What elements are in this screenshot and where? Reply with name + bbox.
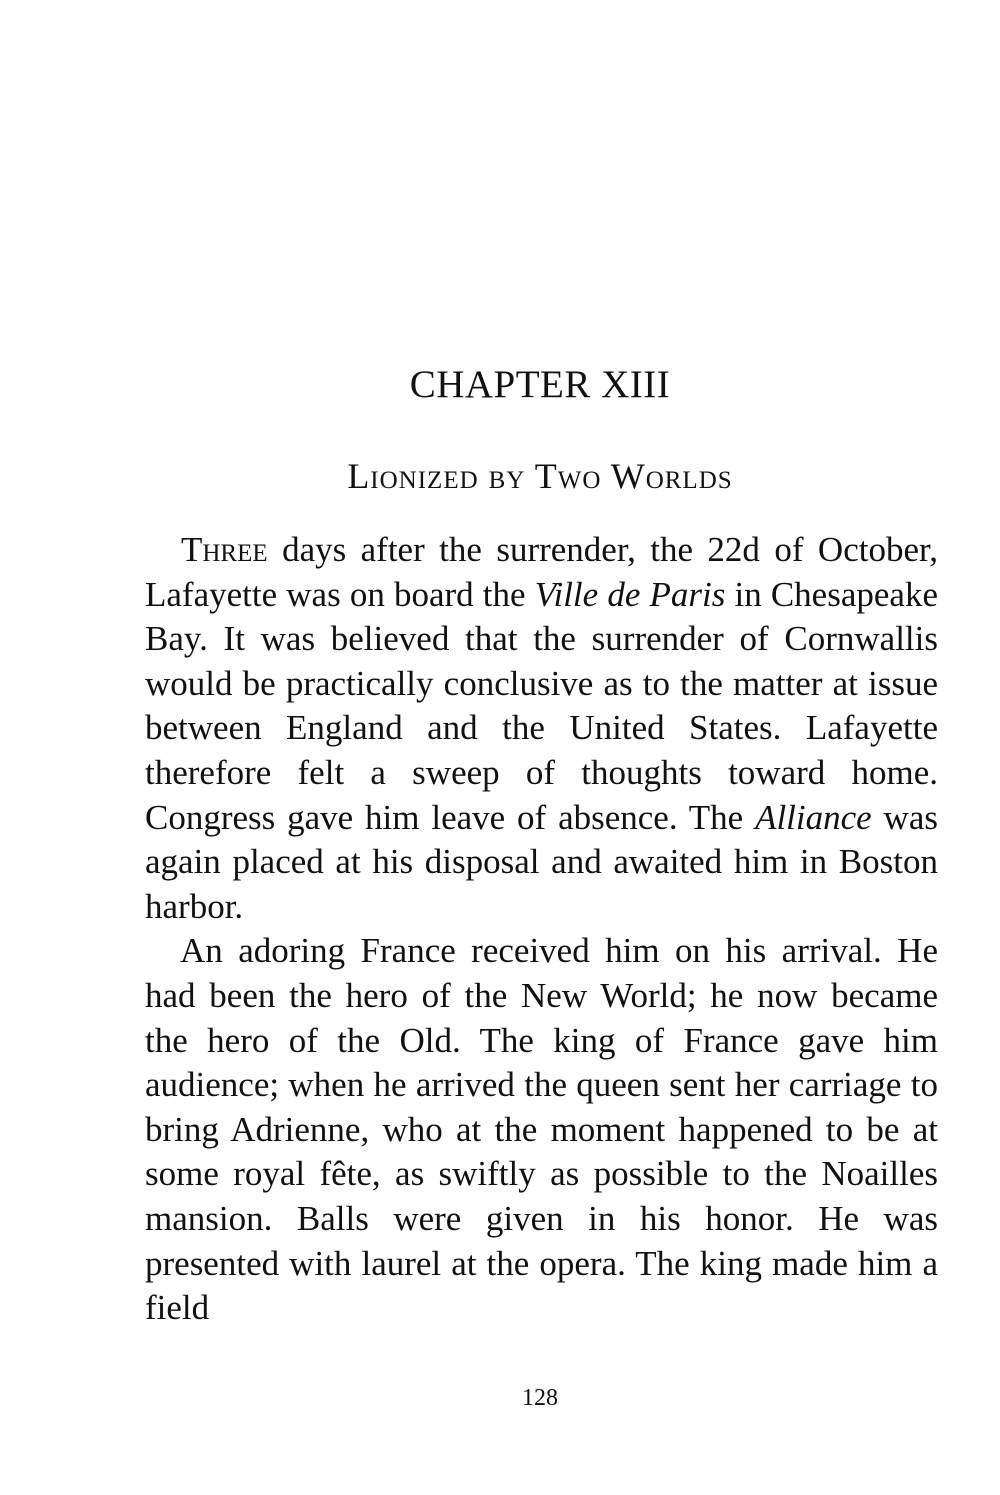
- chapter-body: [145, 528, 938, 1331]
- ship-name-alliance: Alliance: [755, 797, 872, 837]
- chapter-heading: CHAPTER XIII: [409, 363, 671, 406]
- paragraph-2: An adoring France received him on his arrival. He had been the hero of the New World; he now became the hero of the Old. The king of France gave him audience; when he arrived the queen sent her carriage to bring Adrienne, who at the moment happened to be at some royal fête, as swiftly as possible to the Noailles mansion. Balls were given in his honor. He was presented with laurel at the opera. The king made him a field: [145, 931, 938, 1328]
- lead-word: Three: [181, 530, 268, 569]
- ship-name-ville-de-paris: Ville de Paris: [534, 574, 726, 614]
- paragraph-1-text-3: was again placed at his disposal and awaited him in Boston harbor.: [145, 797, 938, 926]
- paragraph-1-text-1: days after the surrender, the 22d of October, Lafayette was on board the: [145, 530, 938, 614]
- chapter-title: Lionized by Two Worlds: [347, 456, 733, 496]
- page-number: 128: [522, 1385, 558, 1411]
- paragraph-1: [145, 528, 938, 929]
- paragraph-1-text-2: in Chesapeake Bay. It was believed that the surrender of Cornwallis would be practically conclusive as to the matter at issue between England and the United States. Lafayette therefore felt a sweep of thoughts toward home. Congress gave him leave of absence. The: [145, 574, 938, 837]
